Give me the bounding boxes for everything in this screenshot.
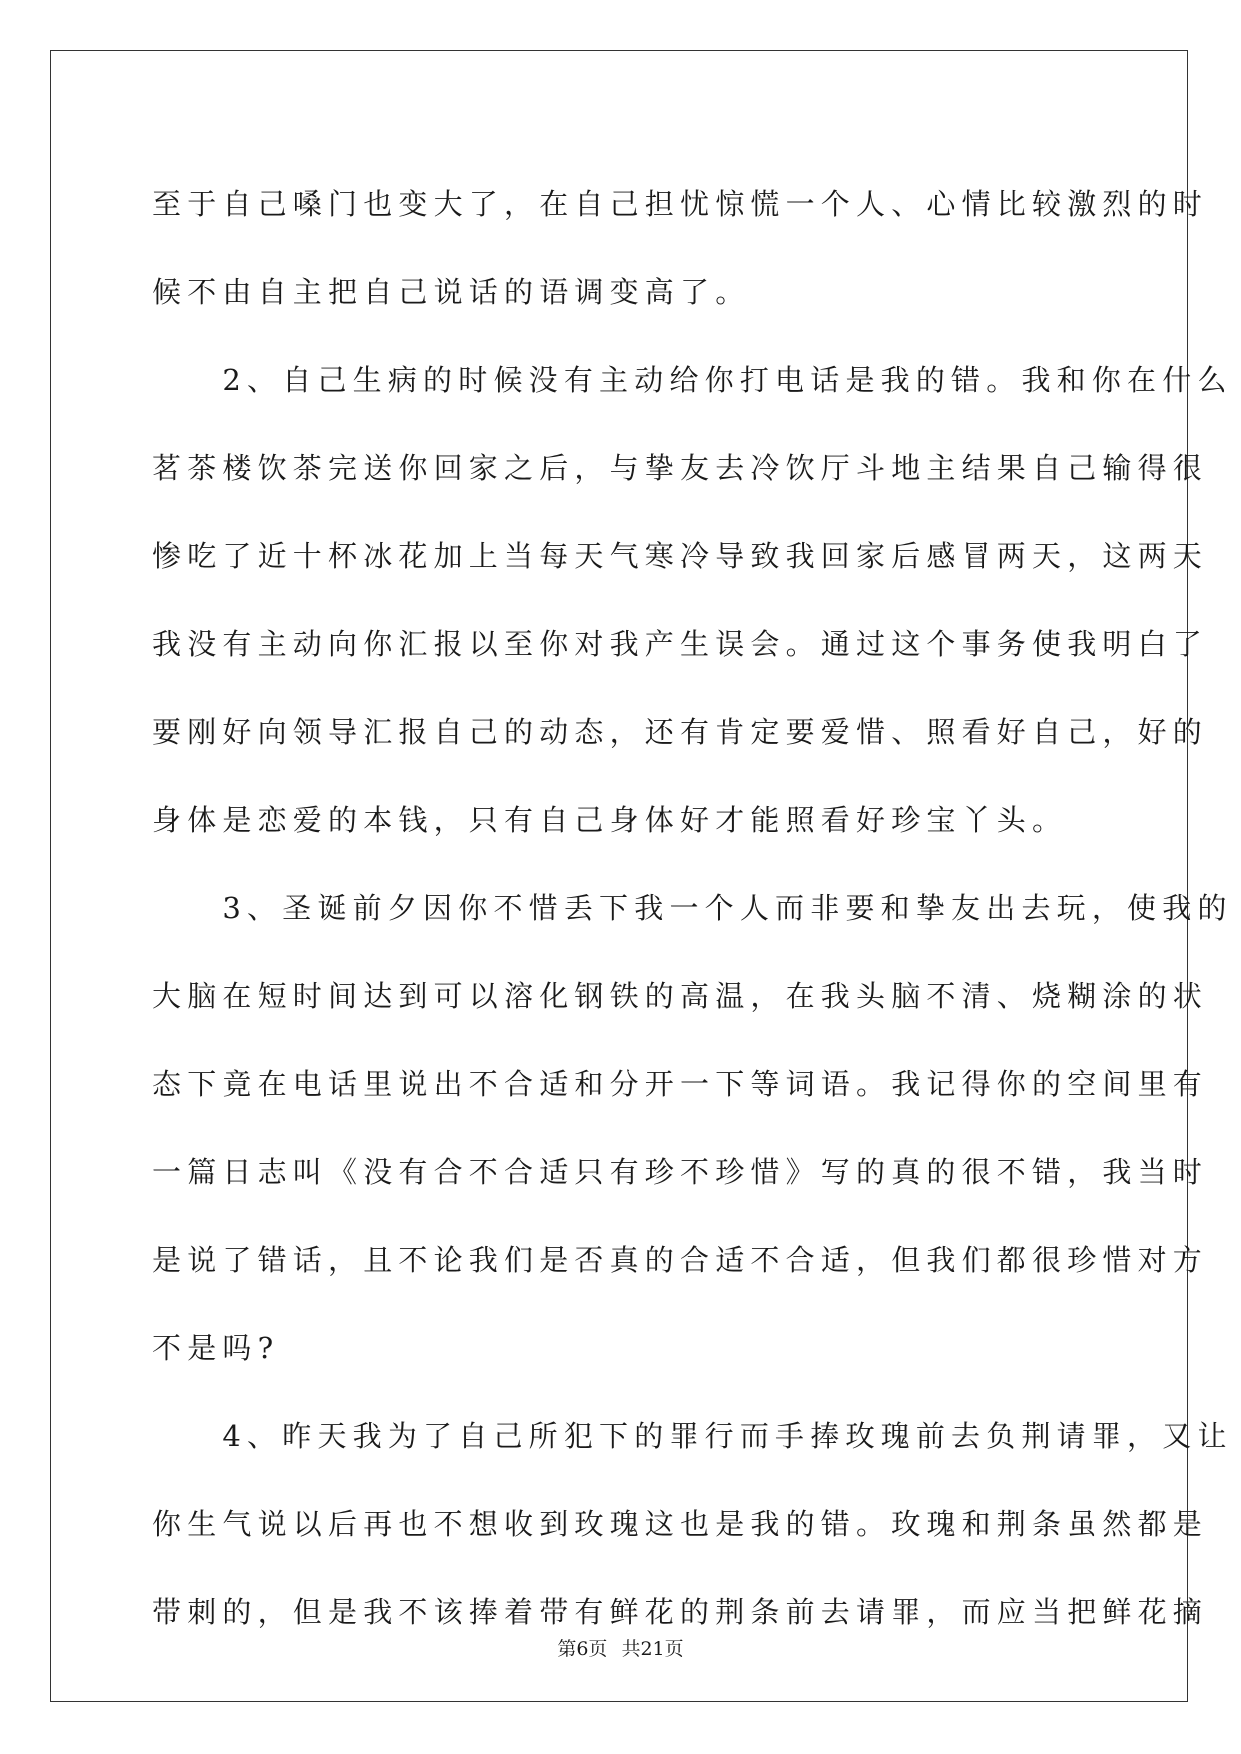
- text-line: 你生气说以后再也不想收到玫瑰这也是我的错。玫瑰和荆条虽然都是: [152, 1507, 1209, 1541]
- body-text: [152, 160, 1233, 1656]
- text-line: 态下竟在电话里说出不合适和分开一下等词语。我记得你的空间里有: [152, 1067, 1209, 1101]
- page-number: 第6页: [557, 1638, 608, 1660]
- text-line: 3、圣诞前夕因你不惜丢下我一个人而非要和挚友出去玩，使我的: [152, 891, 1233, 925]
- text-line: 候不由自主把自己说话的语调变高了。: [152, 275, 751, 309]
- text-line: 茗茶楼饮茶完送你回家之后，与挚友去冷饮厅斗地主结果自己输得很: [152, 451, 1209, 485]
- page-total: 共21页: [621, 1638, 684, 1660]
- text-line: 大脑在短时间达到可以溶化钢铁的高温，在我头脑不清、烧糊涂的状: [152, 979, 1209, 1013]
- text-line: 至于自己嗓门也变大了，在自己担忧惊慌一个人、心情比较激烈的时: [152, 187, 1209, 221]
- text-line: 要刚好向领导汇报自己的动态，还有肯定要爱惜、照看好自己，好的: [152, 715, 1209, 749]
- text-line: 我没有主动向你汇报以至你对我产生误会。通过这个事务使我明白了: [152, 627, 1209, 661]
- document-body: [152, 160, 1233, 1656]
- text-line: 带刺的，但是我不该捧着带有鲜花的荆条前去请罪，而应当把鲜花摘: [152, 1595, 1209, 1629]
- text-line: 身体是恋爱的本钱，只有自己身体好才能照看好珍宝丫头。: [152, 803, 1068, 837]
- page-footer: [0, 1634, 1241, 1661]
- text-line: 2、自己生病的时候没有主动给你打电话是我的错。我和你在什么: [152, 363, 1233, 397]
- text-line: 惨吃了近十杯冰花加上当每天气寒冷导致我回家后感冒两天，这两天: [152, 539, 1209, 573]
- text-line: 4、昨天我为了自己所犯下的罪行而手捧玫瑰前去负荆请罪，又让: [152, 1419, 1233, 1453]
- text-line: 不是吗?: [152, 1331, 280, 1365]
- text-line: 是说了错话，且不论我们是否真的合适不合适，但我们都很珍惜对方: [152, 1243, 1209, 1277]
- text-line: 一篇日志叫《没有合不合适只有珍不珍惜》写的真的很不错，我当时: [152, 1155, 1209, 1189]
